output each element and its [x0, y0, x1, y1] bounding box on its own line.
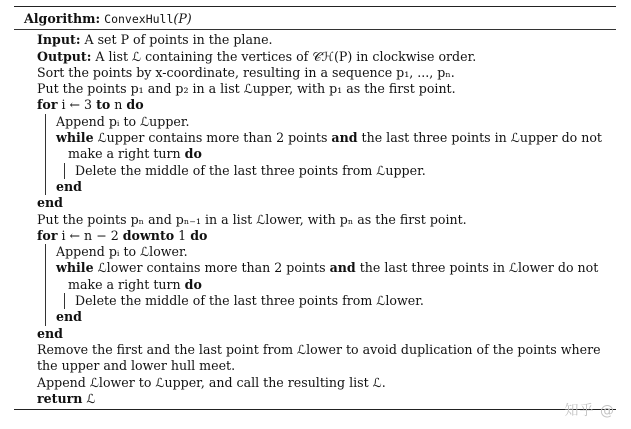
- while-upper-block: [64, 163, 616, 179]
- watermark: 知乎 @: [564, 402, 615, 419]
- remove-line: Remove the first and the last point from ℒlower to avoid duplication of the points where: [37, 341, 601, 357]
- algorithm-box: [14, 6, 616, 410]
- title-arg: (P): [173, 11, 192, 26]
- while-upper-line: while ℒupper contains more than 2 points and the last three points in ℒupper do not: [56, 130, 602, 146]
- while-upper-cont: make a right turn do: [68, 146, 202, 162]
- append-upper-line: Append pᵢ to ℒupper.: [56, 113, 190, 129]
- input-line: Input: A set P of points in the plane.: [37, 32, 273, 48]
- put-upper-line: Put the points p₁ and p₂ in a list ℒupper, with p₁ as the first point.: [37, 81, 456, 97]
- delete-lower-line: Delete the middle of the last three points from ℒlower.: [75, 293, 424, 309]
- title-label: Algorithm:: [24, 11, 101, 26]
- append-final-line: Append ℒlower to ℒupper, and call the resulting list ℒ.: [37, 374, 386, 390]
- end-for-upper: end: [37, 195, 63, 211]
- remove-cont-line: the upper and lower hull meet.: [37, 358, 236, 374]
- sort-line: Sort the points by x-coordinate, resulting in a sequence p₁, ..., pₙ.: [37, 64, 455, 80]
- return-line: return ℒ: [37, 390, 96, 406]
- for-upper-block: [45, 114, 616, 195]
- for-upper-line: for i ← 3 to n do: [37, 97, 144, 113]
- algorithm-title: [14, 7, 616, 29]
- for-lower-line: for i ← n − 2 downto 1 do: [37, 227, 208, 243]
- algorithm-body: [14, 30, 616, 407]
- delete-upper-line: Delete the middle of the last three points from ℒupper.: [75, 162, 426, 178]
- put-lower-line: Put the points pₙ and pₙ₋₁ in a list ℒlower, with pₙ as the first point.: [37, 211, 467, 227]
- end-while-lower: end: [56, 309, 82, 325]
- for-lower-block: [45, 244, 616, 325]
- title-name: ConvexHull: [104, 12, 174, 26]
- output-line: Output: A list ℒ containing the vertices of 𝒞ℋ(P) in clockwise order.: [37, 48, 477, 64]
- end-while-upper: end: [56, 178, 82, 194]
- append-lower-line: Append pᵢ to ℒlower.: [56, 244, 188, 260]
- end-for-lower: end: [37, 325, 63, 341]
- while-lower-cont: make a right turn do: [68, 276, 202, 292]
- bottom-rule: [14, 409, 616, 410]
- while-lower-block: [64, 293, 616, 309]
- while-lower-line: while ℒlower contains more than 2 points and the last three points in ℒlower do not: [56, 260, 599, 276]
